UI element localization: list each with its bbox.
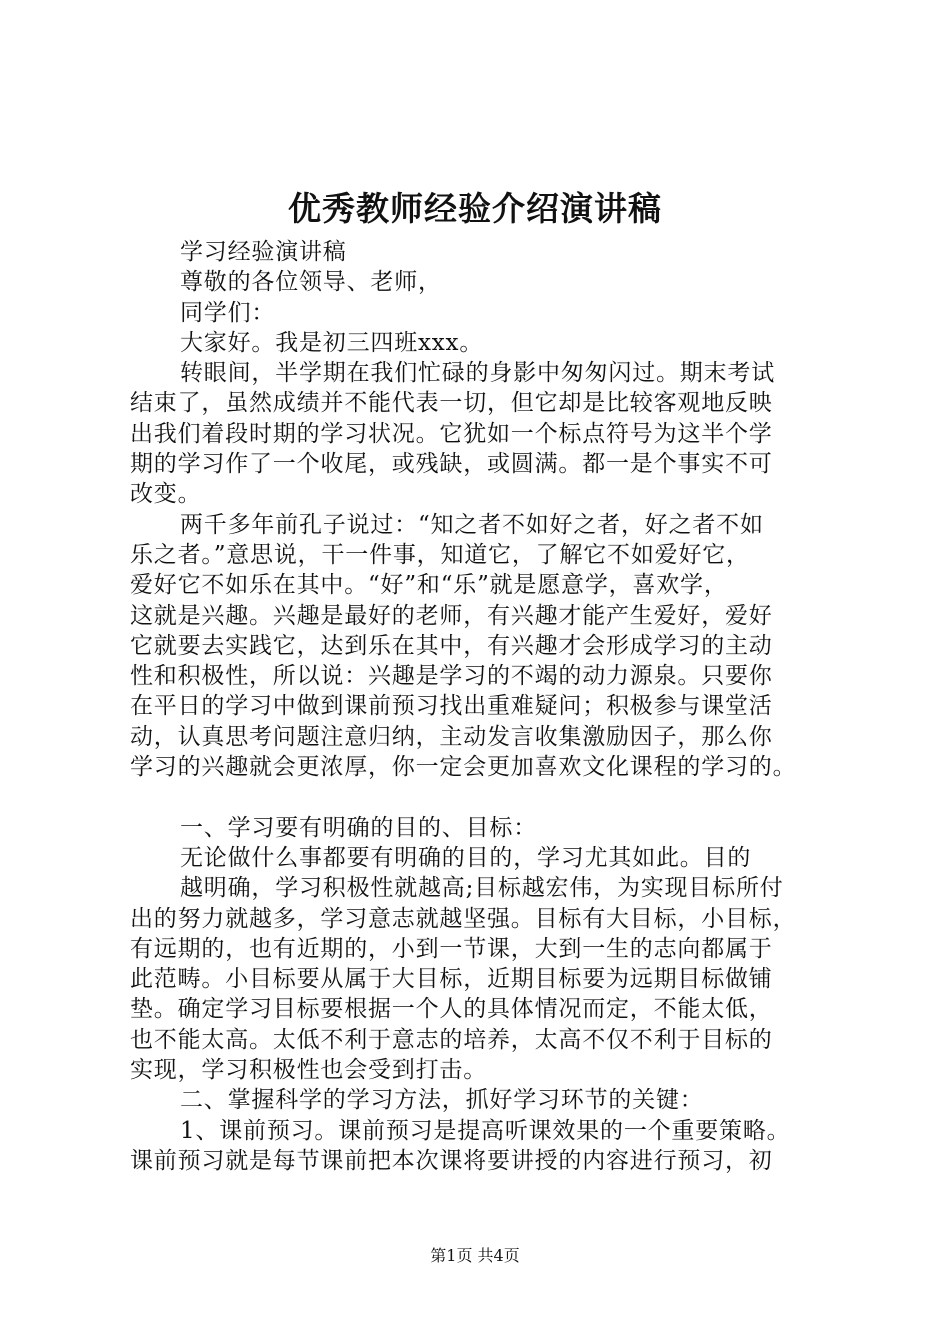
text-line: 爱好它不如乐在其中。“好”和“乐”就是愿意学，喜欢学， — [130, 572, 728, 599]
text-line: 无论做什么事都要有明确的目的，学习尤其如此。目的 — [180, 844, 752, 871]
text-line: 同学们： — [180, 299, 276, 326]
text-line: 出的努力就越多，学习意志就越坚强。目标有大目标，小目标， — [130, 905, 797, 932]
page-number-footer: 第1页 共4页 — [430, 1246, 520, 1265]
text-line: 二、掌握科学的学习方法，抓好学习环节的关键： — [180, 1087, 704, 1114]
text-line: 学习的兴趣就会更浓厚，你一定会更加喜欢文化课程的学习的。 — [130, 754, 797, 781]
text-line: 乐之者。”意思说，干一件事，知道它，了解它不如爱好它， — [130, 541, 750, 568]
text-line: 两千多年前孔子说过：“知之者不如好之者，好之者不如 — [180, 511, 764, 538]
text-line: 大家好。我是初三四班xxx。 — [180, 329, 484, 356]
text-line: 1、课前预习。课前预习是提高听课效果的一个重要策略。 — [180, 1117, 791, 1144]
text-line: 它就要去实践它，达到乐在其中，有兴趣才会形成学习的主动 — [130, 632, 773, 659]
document-title: 优秀教师经验介绍演讲稿 — [288, 189, 662, 228]
text-line: 实现，学习积极性也会受到打击。 — [130, 1057, 487, 1084]
text-line: 垫。确定学习目标要根据一个人的具体情况而定，不能太低， — [130, 996, 773, 1023]
text-line: 出我们着段时期的学习状况。它犹如一个标点符号为这半个学 — [130, 420, 773, 447]
text-line: 课前预习就是每节课前把本次课将要讲授的内容进行预习，初 — [130, 1147, 773, 1174]
text-line: 这就是兴趣。兴趣是最好的老师，有兴趣才能产生爱好，爱好 — [130, 602, 773, 629]
text-line: 在平日的学习中做到课前预习找出重难疑问；积极参与课堂活 — [130, 693, 773, 720]
document-body — [130, 237, 840, 1176]
blank-line — [130, 782, 840, 812]
text-line: 一、学习要有明确的目的、目标： — [180, 814, 537, 841]
text-line: 此范畴。小目标要从属于大目标，近期目标要为远期目标做铺 — [130, 966, 773, 993]
text-line: 学习经验演讲稿 — [180, 239, 347, 265]
text-line: 尊敬的各位领导、老师， — [180, 269, 442, 296]
text-line: 也不能太高。太低不利于意志的培养，太高不仅不利于目标的 — [130, 1026, 773, 1053]
text-line: 改变。 — [130, 481, 202, 508]
text-line: 越明确，学习积极性就越高;目标越宏伟，为实现目标所付 — [180, 875, 784, 902]
text-line: 动，认真思考问题注意归纳，主动发言收集激励因子，那么你 — [130, 723, 773, 750]
text-line: 有远期的，也有近期的，小到一节课，大到一生的志向都属于 — [130, 935, 773, 962]
text-line: 结束了，虽然成绩并不能代表一切，但它却是比较客观地反映 — [130, 390, 773, 417]
text-line: 期的学习作了一个收尾，或残缺，或圆满。都一是个事实不可 — [130, 451, 773, 478]
text-line: 性和积极性，所以说：兴趣是学习的不竭的动力源泉。只要你 — [130, 663, 773, 690]
text-line: 转眼间，半学期在我们忙碌的身影中匆匆闪过。期末考试 — [180, 360, 775, 387]
